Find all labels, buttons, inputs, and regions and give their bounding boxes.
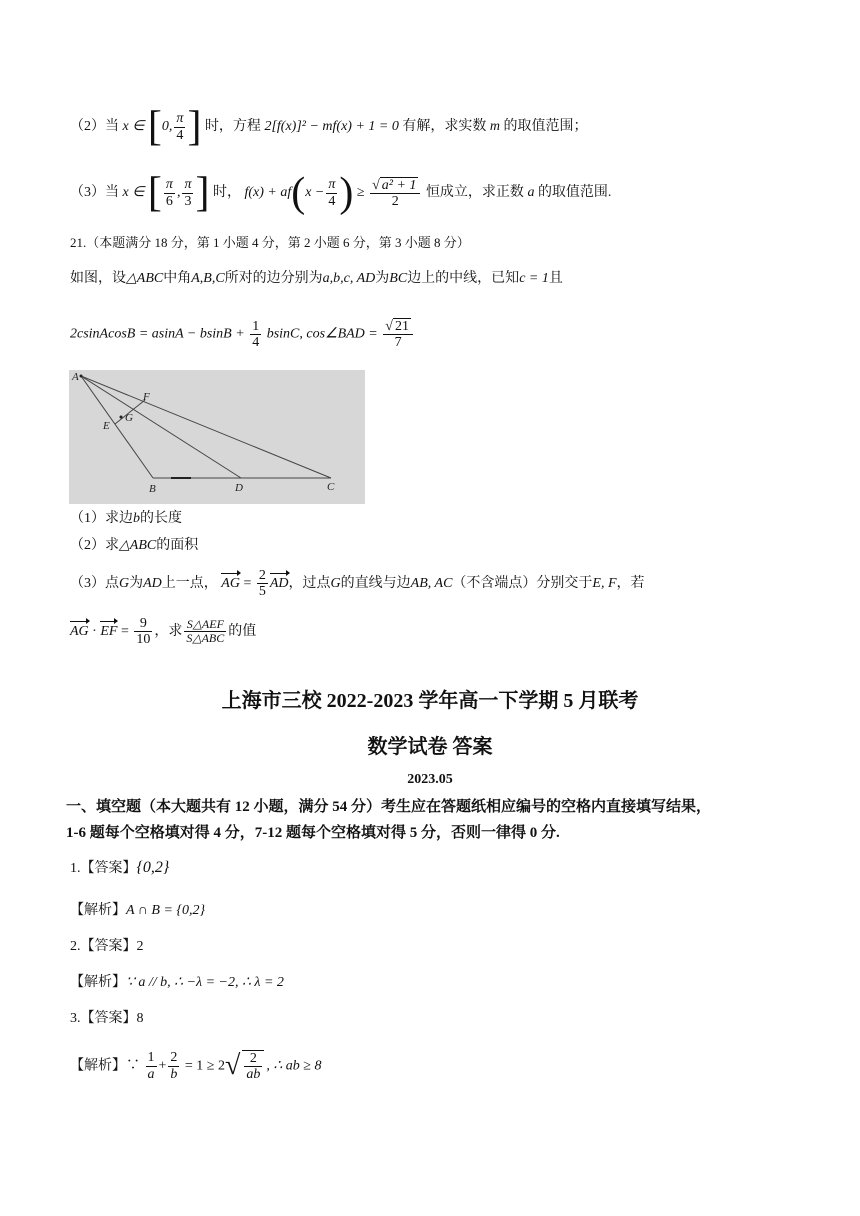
answer-title: 上海市三校 2022-2023 学年高一下学期 5 月联考 bbox=[221, 690, 639, 712]
answer-3-explanation: 【解析】∵ $\frac{1}{a}$ + $\frac{2}{b}$ = 1 ≥ 2√ $\frac{2}{ab}$ , ∴ ab ≥ 8 bbox=[70, 1050, 322, 1083]
triangle-figure bbox=[69, 370, 365, 504]
answer-3: 3.【答案】8 bbox=[70, 1011, 144, 1026]
label-G: G bbox=[125, 412, 133, 424]
answer-2: 2.【答案】2 bbox=[70, 939, 144, 954]
answer-1-explanation: 【解析】A ∩ B = {0,2} bbox=[70, 903, 206, 918]
q21-sub3: （3）点G为AD上一点， AG = $\frac{2}{5}$ AD，过点G的直线与边AB, AC（不含端点）分别交于E, F，若 bbox=[70, 568, 645, 600]
q20-part3: （3）当 x ∈ [ $\frac{\pi}{6}$ , $\frac{\pi}{3}$ ] 时， f(x) + af(x − $\frac{\pi}{4}$ ) ≥ $\frac{\text{√ a² + 1}}{2}$ 恒成立，求正数 a 的取值范围. bbox=[70, 170, 612, 216]
label-A: A bbox=[72, 371, 79, 383]
q21-sub2: （2）求△ABC的面积 bbox=[70, 538, 199, 553]
point-A bbox=[80, 375, 83, 378]
answer-1: 1.【答案】{0,2} bbox=[70, 859, 170, 876]
q21-sub1: （1）求边b的长度 bbox=[70, 511, 182, 526]
q21-sub3-cont: AG · EF = $\frac{9}{10}$ ，求 $\frac{\text{S△AEF}}{\text{S△ABC}}$ 的值 bbox=[70, 616, 257, 648]
point-G bbox=[120, 416, 123, 419]
label-D: D bbox=[235, 482, 243, 494]
answer-date: 2023.05 bbox=[407, 772, 453, 787]
triangle-diagram bbox=[69, 370, 365, 504]
label-F: F bbox=[143, 391, 150, 403]
label-C: C bbox=[327, 481, 335, 493]
section-header-line1: 一、填空题（本大题共有 12 小题，满分 54 分）考生应在答题纸相应编号的空格内直接填写结果， bbox=[66, 799, 712, 815]
pi-over-4: $\frac{\pi}{4}$ bbox=[176, 111, 184, 143]
side-AC bbox=[81, 376, 331, 478]
label-B: B bbox=[149, 483, 156, 495]
equation: 2[f(x)]² − mf(x) + 1 = 0 bbox=[264, 119, 399, 135]
answer-subtitle: 数学试卷 答案 bbox=[367, 736, 493, 758]
label-E: E bbox=[103, 420, 110, 432]
q21-condition: 2csinAcosB = asinA − bsinB + $\frac{1}{4}$ bsinC, cos∠BAD = $\frac{√ 21}{7}$ bbox=[70, 318, 415, 351]
q20-part2: （2）当 x ∈ [0, $\frac{\pi}{4}$ ] 时，方程 2[f(x)]² − mf(x) + 1 = 0 有解，求实数 m 的取值范围； bbox=[70, 104, 588, 150]
q21-intro: 如图，设△ABC中角A,B,C所对的边分别为a,b,c, AD为BC边上的中线，已知c = 1且 bbox=[70, 271, 563, 286]
section-header-line2: 1-6 题每个空格填对得 4 分，7-12 题每个空格填对得 5 分，否则一律得 0 分. bbox=[66, 825, 560, 841]
answer-2-explanation: 【解析】∵ a // b, ∴ −λ = −2, ∴ λ = 2 bbox=[70, 975, 284, 990]
q21-header: 21.（本题满分 18 分，第 1 小题 4 分，第 2 小题 6 分，第 3 小题 8 分） bbox=[70, 235, 470, 250]
